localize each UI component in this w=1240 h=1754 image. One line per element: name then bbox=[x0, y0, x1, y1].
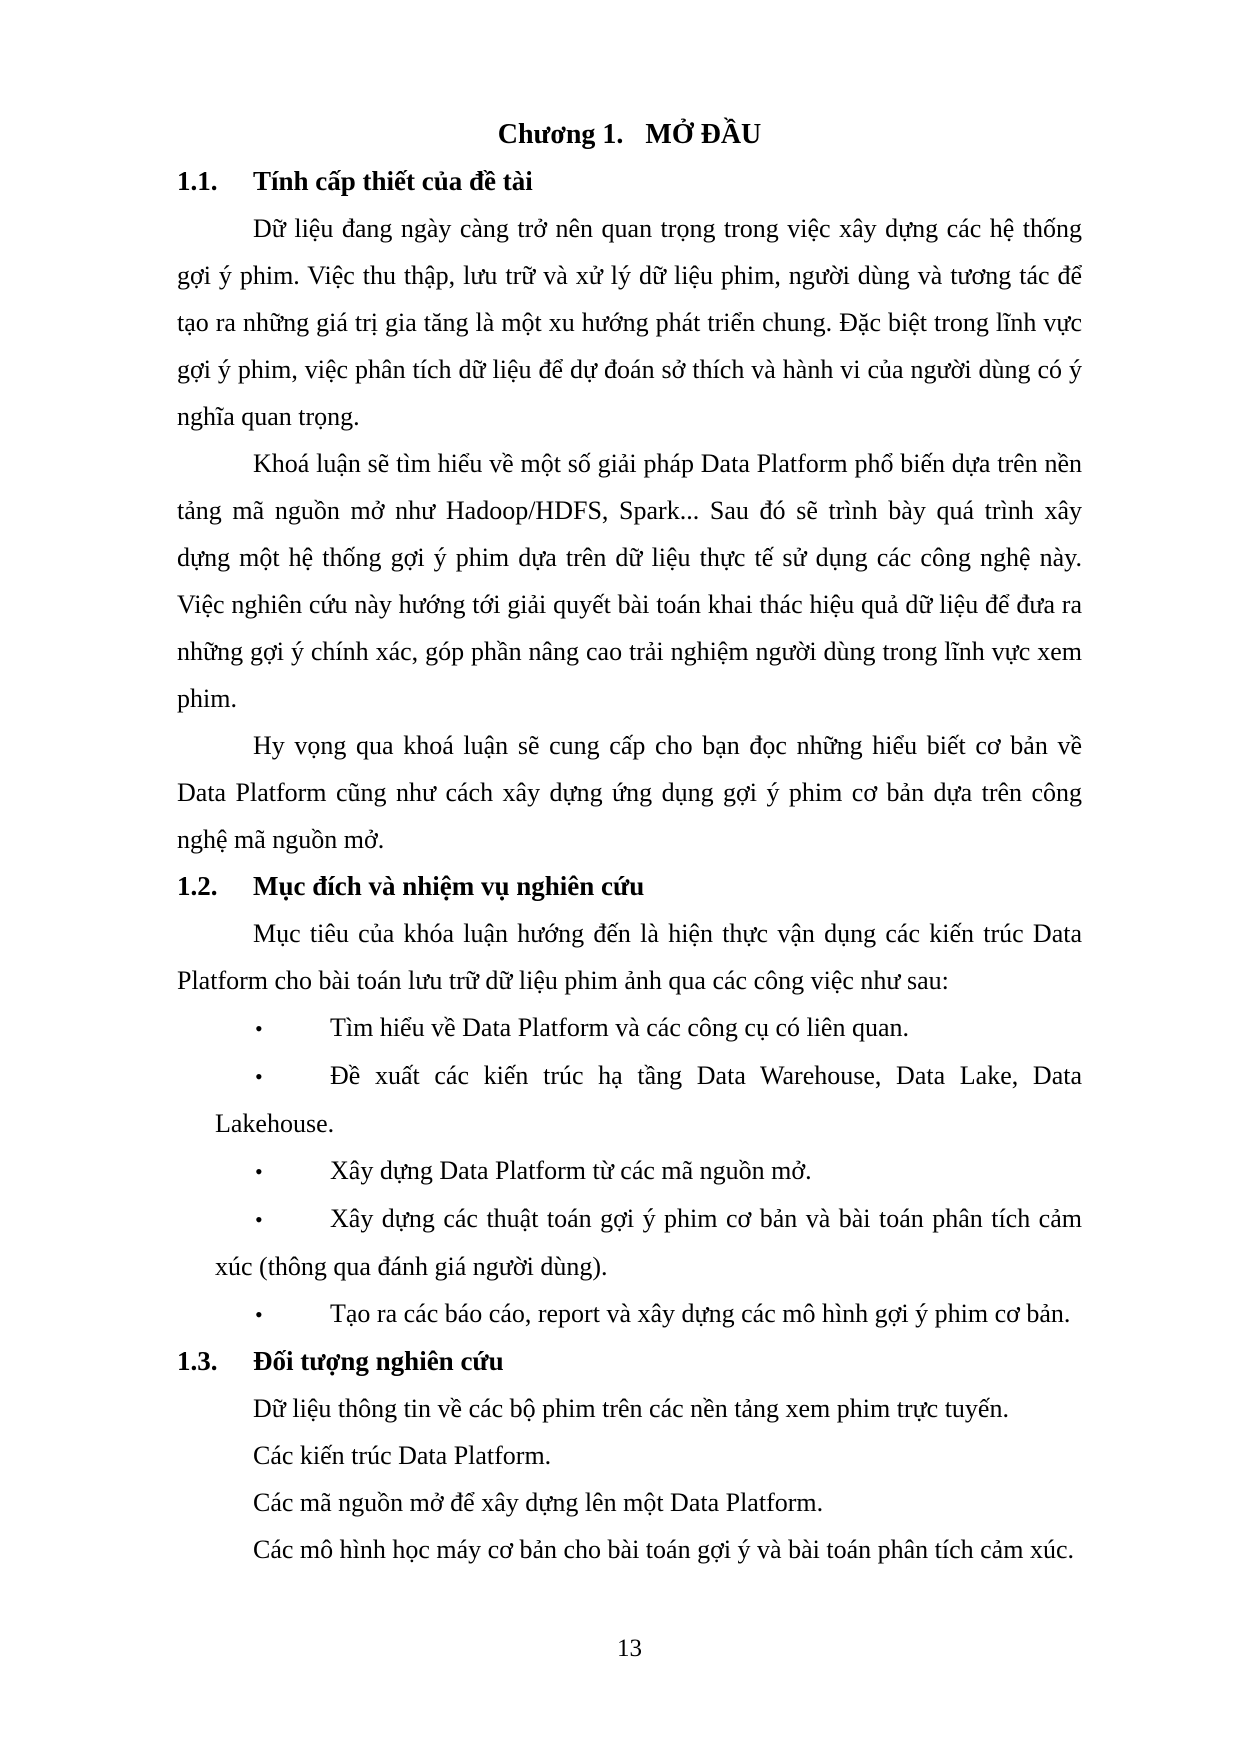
list-item bbox=[177, 1147, 1082, 1195]
bullet-icon: • bbox=[255, 1064, 263, 1089]
list-item bbox=[177, 1004, 1082, 1052]
paragraph: Mục tiêu của khóa luận hướng đến là hiện thực vận dụng các kiến trúc Data Platform cho bài toán lưu trữ dữ liệu phim ảnh qua các công việc như sau: bbox=[177, 919, 1082, 995]
section-number: 1.2. bbox=[177, 871, 218, 901]
chapter-label: Chương 1. bbox=[497, 119, 624, 150]
paragraph: Các mã nguồn mở để xây dựng lên một Data Platform. bbox=[253, 1488, 824, 1517]
section-title: Đối tượng nghiên cứu bbox=[253, 1346, 504, 1376]
section-1-3-heading bbox=[177, 1338, 1082, 1385]
list-item-text: Đề xuất các kiến trúc hạ tầng Data Warehouse, Data Lake, Data Lakehouse. bbox=[215, 1061, 1082, 1138]
section-number: 1.3. bbox=[177, 1346, 218, 1376]
paragraph: Các mô hình học máy cơ bản cho bài toán gợi ý và bài toán phân tích cảm xúc. bbox=[253, 1535, 1074, 1564]
bullet-icon: • bbox=[255, 1016, 263, 1041]
paragraph: Hy vọng qua khoá luận sẽ cung cấp cho bạn đọc những hiểu biết cơ bản về Data Platform cũng như cách xây dựng ứng dụng gợi ý phim cơ bản dựa trên công nghệ mã nguồn mở. bbox=[177, 731, 1082, 854]
list-item-text: Tạo ra các báo cáo, report và xây dựng các mô hình gợi ý phim cơ bản. bbox=[330, 1299, 1071, 1328]
list-item bbox=[177, 1290, 1082, 1338]
paragraph: Khoá luận sẽ tìm hiểu về một số giải pháp Data Platform phổ biến dựa trên nền tảng mã nguồn mở như Hadoop/HDFS, Spark... Sau đó sẽ trình bày quá trình xây dựng một hệ thống gợi ý phim dựa trên dữ liệu thực tế sử dụng các công nghệ này. Việc nghiên cứu này hướng tới giải quyết bài toán khai thác hiệu quả dữ liệu để đưa ra những gợi ý chính xác, góp phần nâng cao trải nghiệm người dùng trong lĩnh vực xem phim. bbox=[177, 449, 1082, 713]
chapter-title bbox=[177, 111, 1082, 158]
bullet-icon: • bbox=[255, 1159, 263, 1184]
list-item bbox=[177, 1195, 1082, 1290]
list-item-text: Xây dựng các thuật toán gợi ý phim cơ bản và bài toán phân tích cảm xúc (thông qua đánh giá người dùng). bbox=[215, 1204, 1082, 1281]
section-1-2 bbox=[177, 863, 1082, 1338]
bullet-icon: • bbox=[255, 1302, 263, 1327]
section-title: Mục đích và nhiệm vụ nghiên cứu bbox=[253, 871, 645, 901]
list-item-text: Xây dựng Data Platform từ các mã nguồn mở. bbox=[330, 1156, 812, 1185]
section-number: 1.1. bbox=[177, 166, 218, 196]
list-item bbox=[177, 1052, 1082, 1147]
section-title: Tính cấp thiết của đề tài bbox=[253, 166, 533, 196]
section-1-1 bbox=[177, 158, 1082, 863]
paragraph: Dữ liệu thông tin về các bộ phim trên các nền tảng xem phim trực tuyến. bbox=[253, 1394, 1009, 1423]
section-1-1-heading bbox=[177, 158, 1082, 205]
section-1-3 bbox=[177, 1338, 1082, 1573]
page-content bbox=[177, 111, 1082, 1573]
list-item-text: Tìm hiểu về Data Platform và các công cụ có liên quan. bbox=[330, 1013, 910, 1042]
section-1-2-heading bbox=[177, 863, 1082, 910]
paragraph: Các kiến trúc Data Platform. bbox=[253, 1441, 552, 1470]
chapter-name: MỞ ĐẦU bbox=[645, 119, 762, 150]
bullet-icon: • bbox=[255, 1207, 263, 1232]
page-number: 13 bbox=[617, 1635, 642, 1662]
paragraph: Dữ liệu đang ngày càng trở nên quan trọng trong việc xây dựng các hệ thống gợi ý phim. Việc thu thập, lưu trữ và xử lý dữ liệu phim, người dùng và tương tác để tạo ra những giá trị gia tăng là một xu hướng phát triển chung. Đặc biệt trong lĩnh vực gợi ý phim, việc phân tích dữ liệu để dự đoán sở thích và hành vi của người dùng có ý nghĩa quan trọng. bbox=[177, 214, 1082, 431]
